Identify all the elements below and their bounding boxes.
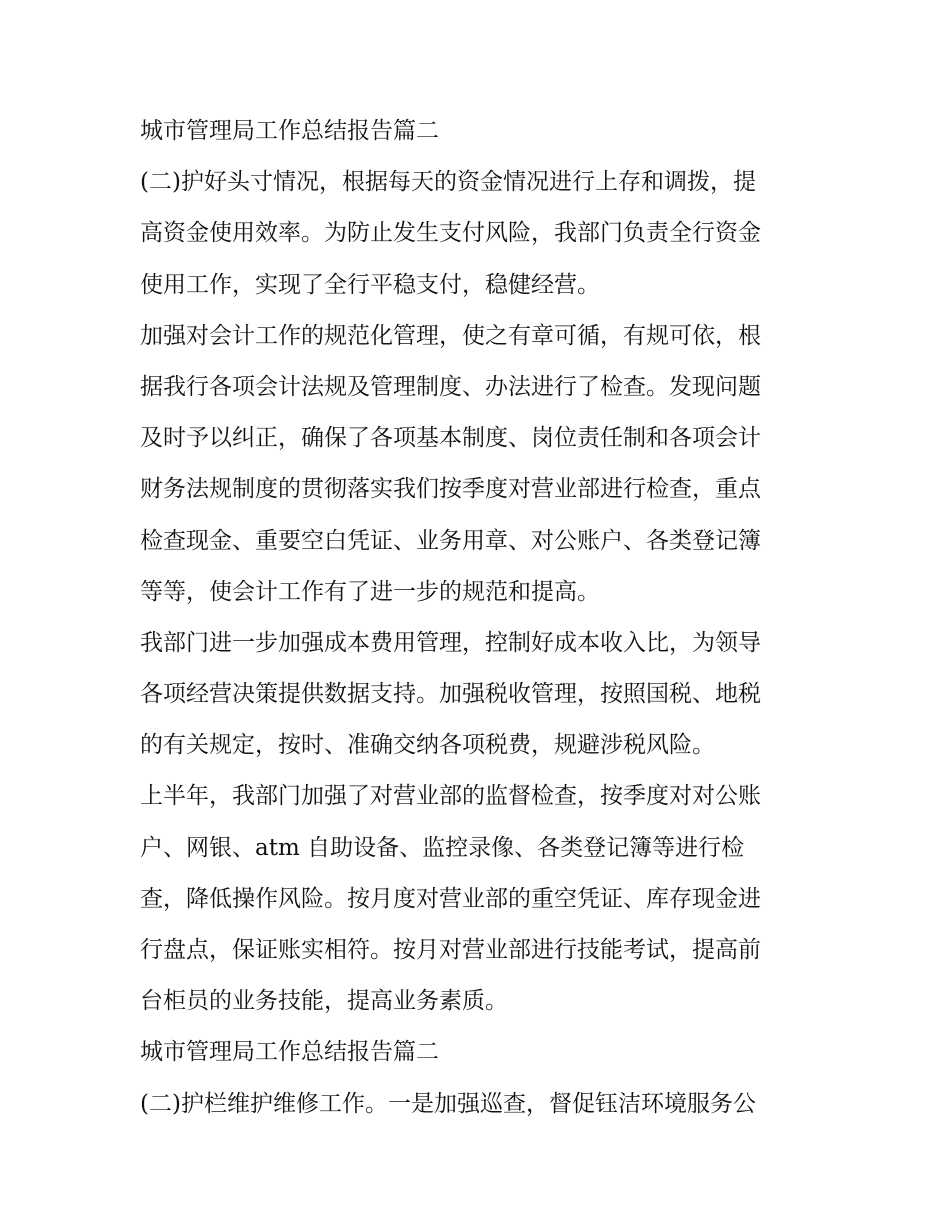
text-line: 使用工作，实现了全行平稳支付，稳健经营。	[140, 271, 600, 298]
text-line: 的有关规定，按时、准确交纳各项税费，规避涉税风险。	[140, 732, 715, 759]
section-heading: 城市管理局工作总结报告篇二	[140, 1039, 439, 1066]
text-line: (二)护栏维护维修工作。一是加强巡查，督促钰洁环境服务公	[140, 1090, 756, 1117]
text-line: 上半年，我部门加强了对营业部的监督检查，按季度对对公账	[140, 783, 761, 810]
text-line: 行盘点，保证账实相符。按月对营业部进行技能考试，提高前	[140, 937, 761, 963]
text-line: 我部门进一步加强成本费用管理，控制好成本收入比，为领导	[140, 629, 761, 656]
text-line: (二)护好头寸情况，根据每天的资金情况进行上存和调拨，提	[140, 169, 756, 196]
text-line: 高资金使用效率。为防止发生支付风险，我部门负责全行资金	[140, 220, 761, 247]
text-line: 检查现金、重要空白凭证、业务用章、对公账户、各类登记簿	[140, 527, 761, 554]
text-line: 加强对会计工作的规范化管理，使之有章可循，有规可依，根	[140, 322, 761, 349]
text-line: 财务法规制度的贯彻落实我们按季度对营业部进行检查，重点	[140, 476, 761, 503]
text-line: 查，降低操作风险。按月度对营业部的重空凭证、库存现金进	[140, 885, 761, 912]
section-heading: 城市管理局工作总结报告篇二	[140, 118, 439, 144]
text-line: 等等，使会计工作有了进一步的规范和提高。	[140, 578, 600, 605]
text-line: 据我行各项会计法规及管理制度、办法进行了检查。发现问题	[140, 373, 761, 400]
document-body	[140, 106, 820, 1130]
text-line: 台柜员的业务技能，提高业务素质。	[140, 988, 508, 1015]
text-line: 各项经营决策提供数据支持。加强税收管理，按照国税、地税	[140, 681, 761, 708]
text-line: 户、网银、atm 自助设备、监控录像、各类登记簿等进行检	[140, 834, 745, 861]
text-line: 及时予以纠正，确保了各项基本制度、岗位责任制和各项会计	[140, 425, 761, 452]
